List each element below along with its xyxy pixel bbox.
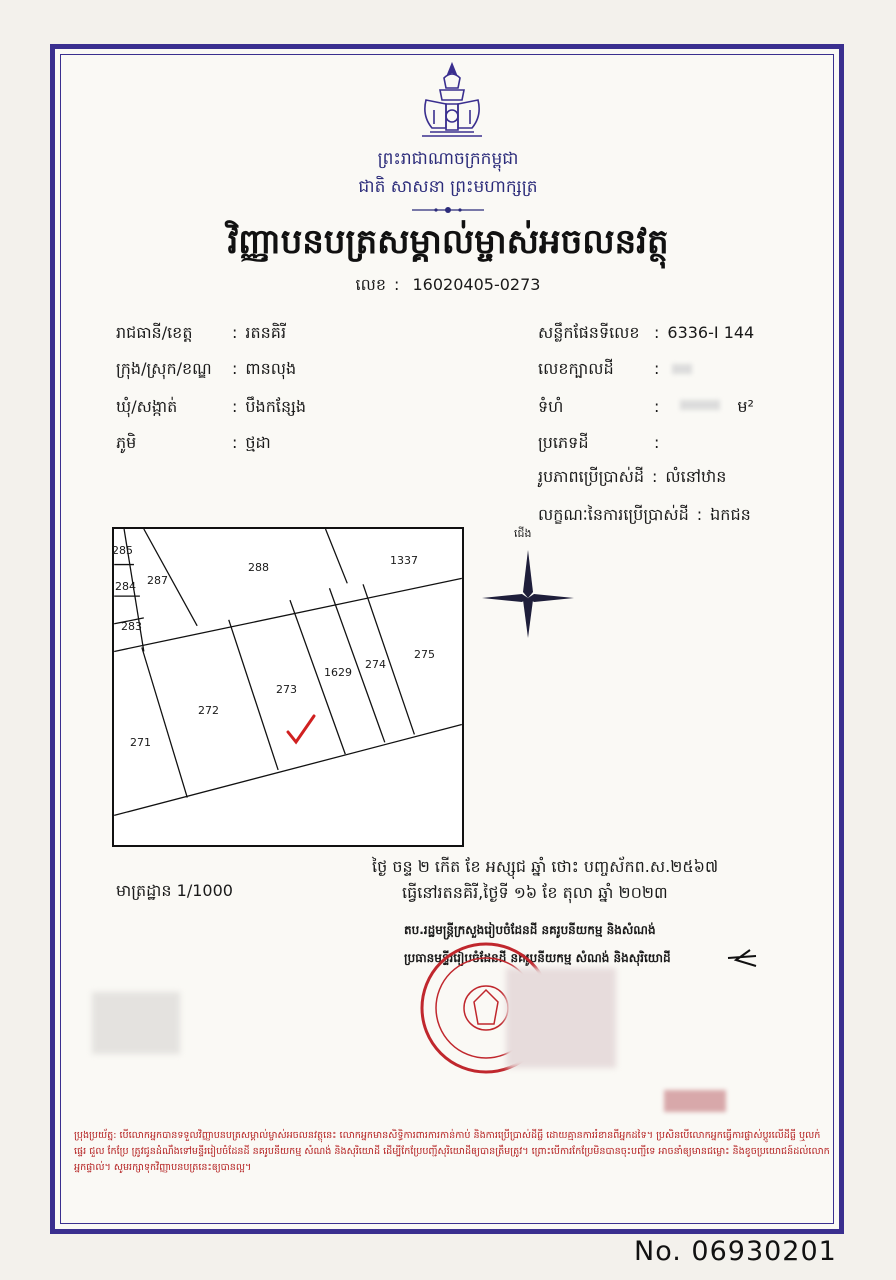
field-label: ភូមិ (116, 433, 137, 452)
serial-number: No. 06930201 (634, 1236, 837, 1267)
footer-warning-note: ប្រុងប្រយ័ត្ន: បើលោកអ្នកបានទទួលវិញ្ញាបនបត្រសម្គាល់ម្ចាស់អចលនវត្ថុនេះ លោកអ្នកមានសិទ្ធិការពារការកាន់កាប់ និងការប្រើប្រាស់ដីធ្លី ដោយគ្មានការរំខានពីអ្នកដទៃ។ ប្រសិនបើលោកអ្នកធ្វើការផ្លាស់ប្តូរលើដីធ្លី ឬលក់ ផ្ទេរ ជួល កែប្រែ ត្រូវជូនដំណឹងទៅមន្ទីររៀបចំដែនដី នគរូបនីយកម្ម សំណង់ និងសុរិយោដី ដើម្បីកែប្រែបញ្ជីសុរិយោដីឲ្យបានត្រឹមត្រូវ។ ព្រោះបើការកែប្រែមិនបានចុះបញ្ជីទេ អាចនាំឲ្យមានជម្លោះ និងខូចប្រយោជន៍ដល់លោកអ្នកផ្ទាល់។ សូមរក្សាទុកវិញ្ញាបនបត្រនេះឲ្យបានល្អ។ (74, 1130, 830, 1173)
field-map-sheet: សន្លឹកផែនទីលេខ : 6336-I 144 (538, 322, 754, 346)
royal-emblem-icon (412, 60, 492, 140)
parcel-label: 1337 (390, 554, 418, 567)
field-parcel-number: លេខក្បាលដី : (538, 358, 667, 382)
redacted-area (680, 400, 720, 410)
checkmark-icon (284, 712, 318, 746)
parcel-label: 284 (115, 580, 136, 593)
field-district: ក្រុង/ស្រុក/ខណ្ឌ : ពានលុង (116, 358, 296, 382)
field-value: 6336-I 144 (667, 323, 755, 342)
number-value: 16020405-0273 (412, 275, 541, 294)
parcel-label: 283 (121, 620, 142, 633)
signer-line-1: តប.រដ្ឋមន្ត្រីក្រសួងរៀបចំដែនដី នគរូបនីយកម្ម និងសំណង់ (404, 923, 656, 937)
signer-line-2: ប្រធានមន្ទីររៀបចំដែនដី នគរូបនីយកម្ម សំណង់ និងសុរិយោដី (404, 951, 671, 965)
field-value: ម² (737, 397, 754, 416)
parcel-label: 274 (365, 658, 386, 671)
parcel-label: 288 (248, 561, 269, 574)
field-value: រតនគិរី (245, 323, 287, 342)
field-land-use: រូបភាពប្រើប្រាស់ដី : លំនៅឋាន (538, 466, 726, 490)
redacted-area-block (92, 992, 180, 1054)
field-label: លេខក្បាលដី (538, 359, 614, 378)
field-value: ថ្មដា (245, 433, 271, 452)
field-label: ប្រភេទដី (538, 433, 589, 452)
redacted-signature-block (506, 968, 616, 1068)
field-province: រាជធានី/ខេត្ត : រតនគិរី (116, 322, 286, 346)
parcel-label: 1629 (324, 666, 352, 679)
motto-heading: ជាតិ សាសនា ព្រះមហាក្សត្រ (358, 177, 538, 197)
field-area: ទំហំ : ម² (538, 396, 754, 420)
field-land-use-type: លក្ខណៈនៃការប្រើប្រាស់ដី : ឯកជន (538, 504, 751, 528)
certificate-title: វិញ្ញាបនបត្រសម្គាល់ម្ចាស់អចលនវត្ថុ (227, 222, 669, 262)
north-arrow-icon (482, 528, 574, 638)
field-value: ឯកជន (710, 505, 751, 524)
number-label: លេខ (355, 275, 387, 294)
field-value: លំនៅឋាន (665, 467, 727, 486)
field-commune: ឃុំ/សង្កាត់ : បឹងកន្សែង (116, 396, 306, 420)
signature-mark (726, 948, 776, 968)
solar-date: ធ្វើនៅរតនគិរី,ថ្ងៃទី ១៦ ខែ តុលា ឆ្នាំ ២០២៣ (402, 883, 668, 902)
divider-ornament (412, 206, 484, 214)
field-label: លក្ខណៈនៃការប្រើប្រាស់ដី (538, 505, 689, 524)
kingdom-heading: ព្រះរាជាណាចក្រកម្ពុជា (377, 149, 519, 169)
field-value: បឹងកន្សែង (245, 397, 307, 416)
redacted-parcel-number (672, 364, 692, 374)
lunar-date: ថ្ងៃ ចន្ទ ២ កើត ខែ អស្សុជ ឆ្នាំ ថោះ បញ្ចស័កព.ស.២៥៦៧ (372, 857, 719, 876)
north-label: ជើង (514, 527, 532, 540)
field-label: ទំហំ (538, 397, 564, 416)
field-village: ភូមិ : ថ្មដា (116, 432, 271, 456)
field-value: ពានលុង (245, 359, 297, 378)
field-label: រាជធានី/ខេត្ត (116, 323, 193, 342)
parcel-label: 273 (276, 683, 297, 696)
field-label: ក្រុង/ស្រុក/ខណ្ឌ (116, 359, 212, 378)
field-label: សន្លឹកផែនទីលេខ (538, 323, 640, 342)
parcel-label: 285 (112, 544, 133, 557)
field-land-type: ប្រភេទដី : (538, 432, 667, 456)
parcel-label: 275 (414, 648, 435, 661)
map-scale: មាត្រដ្ឋាន 1/1000 (116, 881, 233, 900)
parcel-label: 272 (198, 704, 219, 717)
redacted-name-block (664, 1090, 726, 1112)
field-label: រូបភាពប្រើប្រាស់ដី (538, 467, 645, 486)
parcel-label: 271 (130, 736, 151, 749)
parcel-label: 287 (147, 574, 168, 587)
field-label: ឃុំ/សង្កាត់ (116, 397, 178, 416)
certificate-number: លេខ : 16020405-0273 (355, 275, 541, 294)
